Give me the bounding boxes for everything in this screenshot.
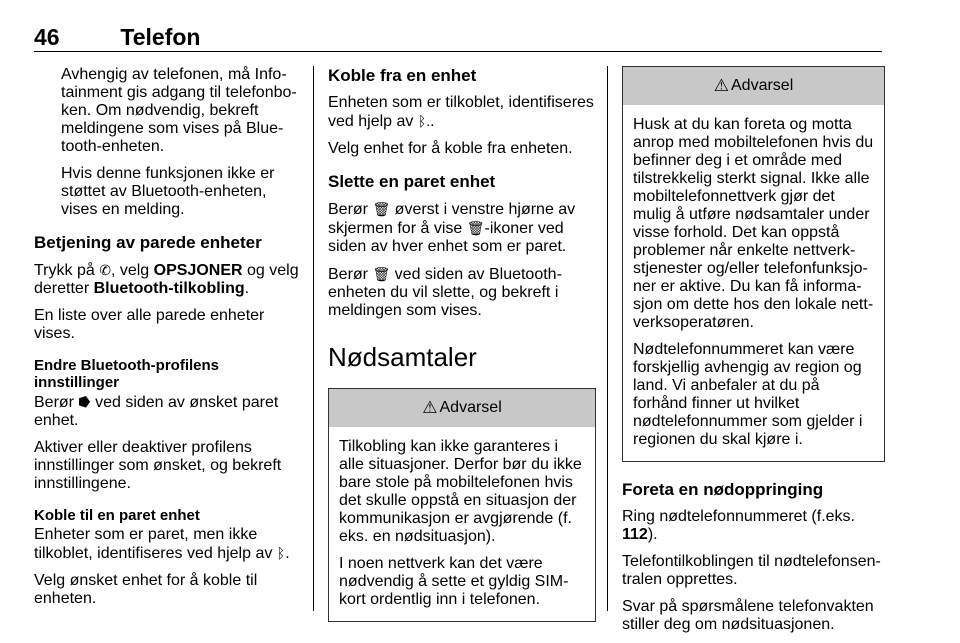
warning-text: Nødtelefonnummeret kan være forskjellig avhengig av region og land. Vi anbefaler at du på forhånd finner ut hvilket nødtelefonnummer som gjelder i regionen du skal kjøre i. xyxy=(633,341,863,448)
intro-paragraph: Hvis denne funksjonen ikke er støttet av Bluetooth-enheten, vises en melding. xyxy=(61,165,275,218)
section-heading: Slette en paret enhet xyxy=(328,172,496,191)
warning-body xyxy=(329,427,595,621)
page-header xyxy=(34,24,200,51)
subsection-heading: Endre Bluetooth-profilens innstillinger xyxy=(34,357,219,391)
warning-header xyxy=(329,389,595,427)
paragraph: Berør ⭓ ved siden av ønsket paret enhet. xyxy=(34,394,279,429)
warning-box xyxy=(328,388,596,622)
column-2 xyxy=(328,66,596,622)
subsection-heading: Koble til en paret enhet xyxy=(34,507,200,524)
section-heading: Betjening av parede enheter xyxy=(34,233,262,252)
phone-icon: ✆ xyxy=(99,262,111,278)
trash-icon: 🗑 xyxy=(372,201,391,217)
paragraph: Aktiver eller deaktiver profilens innstillinger som ønsket, og bekreft innstillingene. xyxy=(34,439,282,492)
section-heading: Koble fra en enhet xyxy=(328,66,477,85)
paragraph: Enheter som er paret, men ikke tilkoblet, identifiseres ved hjelp av ᛒ. xyxy=(34,526,290,562)
column-divider xyxy=(313,66,314,611)
paragraph: Ring nødtelefonnummeret (f.eks. 112). xyxy=(622,508,855,543)
bluetooth-connected-icon: ᛒ. xyxy=(417,113,431,129)
paragraph: Telefontilkoblingen til nødtelefonsentralen opprettes. xyxy=(622,553,881,588)
warning-text: I noen nettverk kan det være nødvendig å sette et gyldig SIM-kort ordentlig inn i telefonen. xyxy=(339,555,569,608)
profile-settings-icon: ⭓ xyxy=(78,394,91,410)
warning-icon: ⚠ xyxy=(713,76,729,95)
paragraph: Velg ønsket enhet for å koble til enheten. xyxy=(34,572,258,607)
warning-text: Husk at du kan foreta og motta anrop med mobiltelefonen hvis du befinner deg i et område med tilstrekkelig sterkt signal. Ikke alle mobiltelefonnettverk gjør det mulig å utføre nødsamtaler under visse forhold. Det kan oppstå problemer når enkelte nettverkstjenester og/eller telefonfunksjoner er aktive. Du kan få informasjon om dette hos den lokale nettverksoperatøren. xyxy=(633,116,874,331)
warning-title: Advarsel xyxy=(439,399,502,416)
bluetooth-icon: ᛒ xyxy=(276,545,286,561)
warning-body xyxy=(623,105,884,461)
paragraph: Svar på spørsmålene telefonvakten stiller deg om nødsituasjonen. xyxy=(622,598,874,633)
warning-header xyxy=(623,67,884,105)
warning-text: Tilkobling kan ikke garanteres i alle situasjoner. Derfor bør du ikke bare stole på mobiltelefonen hvis det skulle oppstå en situasjon der kommunikasjon er avgjørende (f. eks. en nødsituasjon). xyxy=(339,438,582,545)
paragraph: Enheten som er tilkoblet, identifiseres ved hjelp av ᛒ.. xyxy=(328,94,594,130)
chapter-heading: Nødsamtaler xyxy=(328,342,477,372)
intro-paragraph: Avhengig av telefonen, må Infotainment gis adgang til telefonboken. Om nødvendig, bekreft meldingene som vises på Bluetooth-enheten. xyxy=(61,66,297,155)
section-heading: Foreta en nødoppringing xyxy=(622,480,824,499)
warning-box xyxy=(622,66,885,462)
paragraph: Berør 🗑 ved siden av Bluetooth-enheten du vil slette, og bekreft i meldingen som vises. xyxy=(328,266,562,319)
paragraph: Velg enhet for å koble fra enheten. xyxy=(328,140,573,157)
page-number: 46 xyxy=(34,24,60,50)
warning-title: Advarsel xyxy=(731,77,794,94)
paragraph: Berør 🗑 øverst i venstre hjørne av skjermen for å vise 🗑-ikoner ved siden av hver enhet som er paret. xyxy=(328,201,576,255)
column-3 xyxy=(622,66,885,643)
trash-icon: 🗑 xyxy=(466,220,485,236)
column-1 xyxy=(34,66,299,617)
trash-icon: 🗑 xyxy=(372,266,391,282)
page-title: Telefon xyxy=(120,24,201,50)
header-rule xyxy=(34,51,882,52)
column-divider xyxy=(607,66,608,611)
warning-icon: ⚠ xyxy=(422,398,438,417)
paragraph: En liste over alle parede enheter vises. xyxy=(34,307,265,342)
paragraph: Trykk på ✆, velg OPSJONER og velg deretter Bluetooth-tilkobling. xyxy=(34,262,299,297)
